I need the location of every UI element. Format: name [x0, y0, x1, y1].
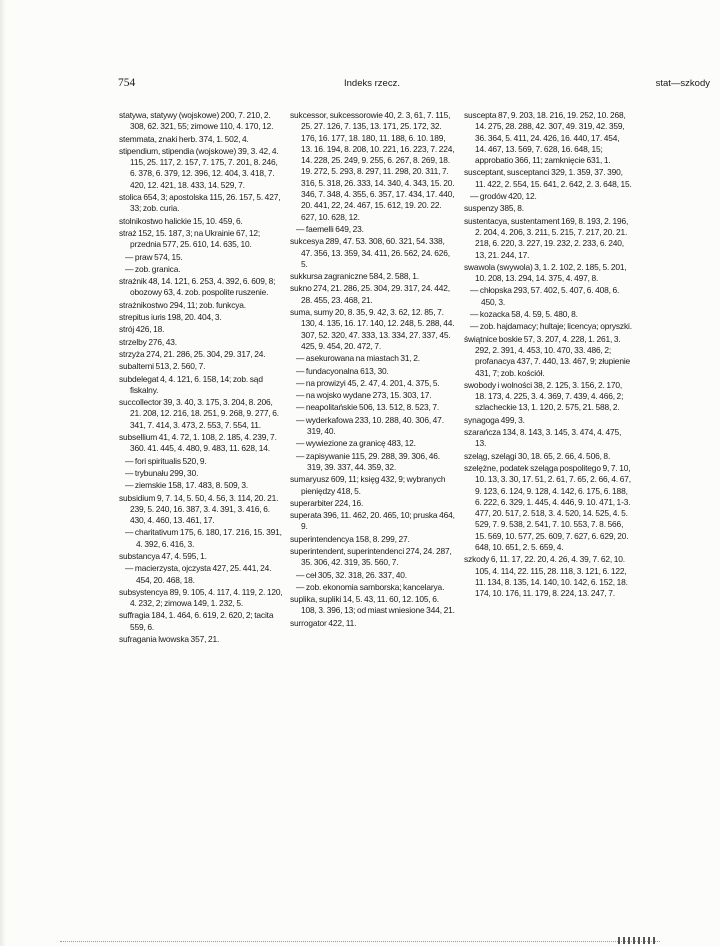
- index-entry: statywa, statywy (wojskowe) 200, 7. 210, 2. 308, 62. 321, 55; zimowe 110, 4. 170, 12.: [119, 110, 274, 132]
- index-subentry: — asekurowana na miastach 31, 2.: [296, 353, 420, 364]
- bottom-edge-rule: [60, 941, 660, 942]
- index-subentry: — macierzysta, ojczysta 427, 25. 441, 24. 454, 20. 468, 18.: [125, 563, 272, 585]
- index-subentry: — faemelli 649, 23.: [296, 223, 364, 234]
- index-subentry: — zob. hajdamacy; hultaje; licencya; opryszki.: [470, 321, 632, 332]
- index-entry: szeląg, szelągi 30, 18. 65, 2. 66, 4. 506, 8.: [464, 450, 611, 461]
- index-entry: susceptant, susceptanci 329, 1. 359, 37. 390, 11. 422, 2. 554, 15. 641, 2. 642, 2. 3. 648, 15.: [464, 167, 632, 189]
- index-entry: strzelby 276, 43.: [119, 336, 177, 347]
- index-entry: świątnice boskie 57, 3. 207, 4. 228, 1. 261, 3. 292, 2. 391, 4. 453, 10. 470, 33. 486, 2; profanacya 437, 7. 440, 13. 467, 9; złupienie 431, 7; zob. kościół.: [464, 333, 631, 378]
- index-entry: szelężne, podatek szeląga pospolitego 9, 7. 10, 10. 13, 3. 30, 17. 51, 2. 61, 7. 65, 2. 66, 4. 67, 9. 123, 6. 124, 9. 128, 4. 142, 6. 175, 6. 188, 6. 222, 6. 329, 1. 445, 4. 446, 9. 10. 471, 1-3. 477, 20. 517, 2. 518, 3. 4. 520, 14. 525, 4. 5. 529, 7. 9. 538, 2. 541, 7. 10. 553, 7. 8. 566, 15. 569, 10. 577, 25. 609, 7. 627, 6. 629, 20. 648, 10. 651, 2. 5. 659, 4.: [464, 462, 631, 552]
- index-entry: stemmata, znaki herb. 374, 1. 502, 4.: [119, 133, 249, 144]
- index-entry: strepitus iuris 198, 20. 404, 3.: [119, 312, 222, 323]
- index-subentry: — fundacyonalna 613, 30.: [296, 365, 389, 376]
- index-subentry: — kozacka 58, 4. 59, 5. 480, 8.: [470, 309, 578, 320]
- index-entry: sukcesya 289, 47. 53. 308, 60. 321, 54. 338, 47. 356, 13. 359, 34. 411, 26. 562, 24. 626, 5.: [290, 236, 450, 269]
- index-entry: sustentacya, sustentament 169, 8. 193, 2. 196, 2. 204, 4. 206, 3. 211, 5. 215, 7. 217, 20. 21. 218, 6. 220, 3. 227, 19. 232, 2. 233, 6. 240, 13, 21. 244, 17.: [464, 215, 629, 260]
- index-entry: sukcessor, sukcessorowie 40, 2. 3, 61, 7. 115, 25. 27. 126, 7. 135, 13. 171, 25. 172, 32. 176, 16. 177, 18. 180, 11. 188, 6. 10. 189, 13. 16. 194, 8. 208, 10. 221, 16. 223, 7. 224, 14. 228, 25. 249, 9. 255, 6. 267, 8. 269, 18. 19. 272, 5. 293, 8. 297, 11. 298, 20. 311, 7. 316, 5. 318, 26. 333, 14. 340, 4. 343, 15. 20. 346, 7. 348, 4. 355, 6. 357, 17. 434, 17. 440, 20. 441, 22, 24. 467, 15. 612, 19. 20. 22. 627, 10. 628, 12.: [290, 110, 455, 222]
- index-entry: szarańcza 134, 8. 143, 3. 145, 3. 474, 4. 475, 13.: [464, 427, 622, 449]
- index-column-3: [464, 110, 632, 600]
- index-entry: strażnik 48, 14. 121, 6. 253, 4. 392, 6. 609, 8; obozowy 63, 4. zob. pospolite ruszenie.: [119, 276, 276, 298]
- page-edge-shadow: [0, 0, 6, 946]
- index-subentry: — ziemskie 158, 17. 483, 8. 509, 3.: [125, 480, 249, 491]
- page-number: 754: [118, 77, 136, 89]
- index-entry: superarbiter 224, 16.: [290, 497, 364, 508]
- index-entry: straż 152, 15. 187, 3; na Ukrainie 67, 12; przednia 577, 25. 610, 14. 635, 10.: [119, 227, 261, 250]
- index-subentry: — zob. granica.: [125, 263, 181, 274]
- index-entry: swobody i wolności 38, 2. 125, 3. 156, 2. 170, 18. 173, 4. 225, 3. 4. 369, 7. 439, 4. 466, 2; szlacheckie 13, 1. 120, 2. 575, 21. 588, 2.: [464, 379, 624, 413]
- running-title: Indeks rzecz.: [344, 78, 400, 89]
- index-subentry: — neapolitańskie 506, 13. 512, 8. 523, 7.: [296, 402, 440, 413]
- index-subentry: — trybunału 299, 30.: [125, 467, 199, 478]
- index-subentry: — na wojsko wydane 273, 15. 303, 17.: [296, 390, 432, 401]
- index-subentry: — zapisywanie 115, 29. 288, 39. 306, 46. 319, 39. 337, 44. 359, 32.: [296, 450, 440, 472]
- index-entry: superata 396, 11. 462, 20. 465, 10; pruska 464, 9.: [290, 510, 455, 532]
- index-subentry: — charitativum 175, 6. 180, 17. 216, 15. 391, 4. 392, 6. 416, 3.: [125, 527, 282, 549]
- index-entry: strzyża 274, 21. 286, 25. 304, 29. 317, 24.: [119, 348, 266, 359]
- index-entry: subsystencya 89, 9. 105, 4. 117, 4. 119, 2. 120, 4. 232, 2; zimowa 149, 1. 232, 5.: [119, 586, 283, 609]
- index-subentry: — ceł 305, 32. 318, 26. 337, 40.: [296, 569, 407, 580]
- index-entry: subsellium 41, 4. 72, 1. 108, 2. 185, 4. 239, 7. 360. 41. 445, 4. 480, 9. 483, 11. 628, 14.: [119, 432, 277, 454]
- index-entry: swawola (swywola) 3, 1. 2. 102, 2. 185, 5. 201, 10. 208, 13. 294, 14. 375, 4. 497, 8.: [464, 261, 627, 284]
- index-subentry: — fori spiritualis 520, 9.: [125, 455, 207, 466]
- index-subentry: — wywiezione za granicę 483, 12.: [296, 438, 416, 449]
- index-subentry: — wyderkafowa 233, 10. 288, 40. 306, 47. 319, 40.: [296, 414, 444, 437]
- index-column-1: [119, 110, 284, 646]
- running-header: [118, 77, 710, 93]
- index-entry: sukno 274, 21. 286, 25. 304, 29. 317, 24. 442, 28. 455, 23. 468, 21.: [290, 283, 450, 305]
- index-entry: suplika, supliki 14, 5. 43, 11. 60, 12. 105, 6. 108, 3. 396, 13; od miast wniesione 344, 21.: [290, 594, 455, 616]
- index-entry: superintendent, superintendenci 274, 24. 287, 35. 306, 42. 319, 35. 560, 7.: [290, 545, 452, 568]
- index-entry: stipendium, stipendia (wojskowe) 39, 3. 42, 4. 115, 25. 117, 2. 157, 7. 175, 7. 201, 8. 246, 6. 378, 6. 379, 12. 396, 12. 404, 3. 418, 7. 420, 12. 421, 18. 433, 14. 529, 7.: [119, 145, 279, 190]
- index-entry: surrogator 422, 11.: [290, 617, 357, 628]
- index-entry: strażnikostwo 294, 11; zob. funkcya.: [119, 299, 246, 310]
- index-entry: subalterni 513, 2. 560, 7.: [119, 361, 206, 372]
- index-entry: suspenzy 385, 8.: [464, 203, 524, 214]
- index-entry: szkody 6, 11. 17, 22. 20, 4. 26, 4. 39, 7. 62, 10. 105, 4. 114, 22. 115, 28. 118, 3. 121, 6. 122, 11. 134, 8. 135, 14. 140, 10. 142, 6. 152, 18. 174, 10. 176, 11. 179, 8. 224, 13. 247, 7.: [464, 554, 628, 599]
- index-entry: subsidium 9, 7. 14, 5. 50, 4. 56, 3. 114, 20. 21. 239, 5. 240, 16. 387, 3. 4. 391, 3. 416, 6. 430, 4. 460, 13. 461, 17.: [119, 492, 279, 526]
- index-entry: stolica 654, 3; apostolska 115, 26. 157, 5. 427, 33; zob. curia.: [119, 192, 281, 214]
- index-entry: stolnikostwo halickie 15, 10. 459, 6.: [119, 215, 243, 226]
- index-entry: suffragia 184, 1. 464, 6. 619, 2. 620, 2; tacita 559, 6.: [119, 610, 274, 632]
- index-subentry: — praw 574, 15.: [125, 251, 183, 262]
- index-entry: synagoga 499, 3.: [464, 414, 525, 425]
- index-subentry: — chłopska 293, 57. 402, 5. 407, 6. 408, 6. 450, 3.: [470, 285, 620, 307]
- index-entry: superintendencya 158, 8. 299, 27.: [290, 533, 410, 544]
- index-entry: succollector 39, 3. 40, 3. 175, 3. 204, 8. 206, 21. 208, 12. 216, 18. 251, 9. 268, 9. 277, 6. 341, 7. 414, 3. 473, 2. 553, 7. 554, 11.: [119, 397, 279, 430]
- scan-mark: [618, 937, 658, 944]
- index-entry: subdelegat 4, 4. 121, 6. 158, 14; zob. sąd fiskalny.: [119, 373, 263, 395]
- index-entry: suscepta 87, 9. 203, 18. 216, 19. 252, 10. 268, 14. 275, 28. 288, 42. 307, 49. 319, 42. 359, 36. 364, 5. 411, 24. 426, 16. 440, 17. 454, 14. 467, 13. 569, 7. 628, 16. 648, 15; approbatio 366, 11; zamknięcie 631, 1.: [464, 110, 626, 166]
- index-subentry: — na prowizyi 45, 2. 47, 4. 201, 4. 375, 5.: [296, 377, 440, 388]
- index-entry: suma, sumy 20, 8. 35, 9. 42, 3. 62, 12. 85, 7. 130, 4. 135, 16. 17. 140, 12. 248, 5. 288, 44. 307, 52. 320, 47. 333, 13. 334, 27. 337, 45. 425, 9. 454, 20. 472, 7.: [290, 307, 455, 351]
- entry-range: stat—szkody: [655, 78, 710, 89]
- index-entry: sukkursa zagraniczne 584, 2. 588, 1.: [290, 271, 419, 282]
- index-entry: sufragania lwowska 357, 21.: [119, 634, 220, 645]
- index-subentry: — grodów 420, 12.: [470, 191, 537, 202]
- index-column-2: [290, 110, 455, 630]
- index-entry: sumaryusz 609, 11; księg 432, 9; wybranych pieniędzy 418, 5.: [290, 474, 446, 496]
- index-entry: strój 426, 18.: [119, 324, 165, 335]
- index-subentry: — zob. ekonomia samborska; kancelarya.: [296, 581, 445, 592]
- index-entry: substancya 47, 4. 595, 1.: [119, 550, 207, 561]
